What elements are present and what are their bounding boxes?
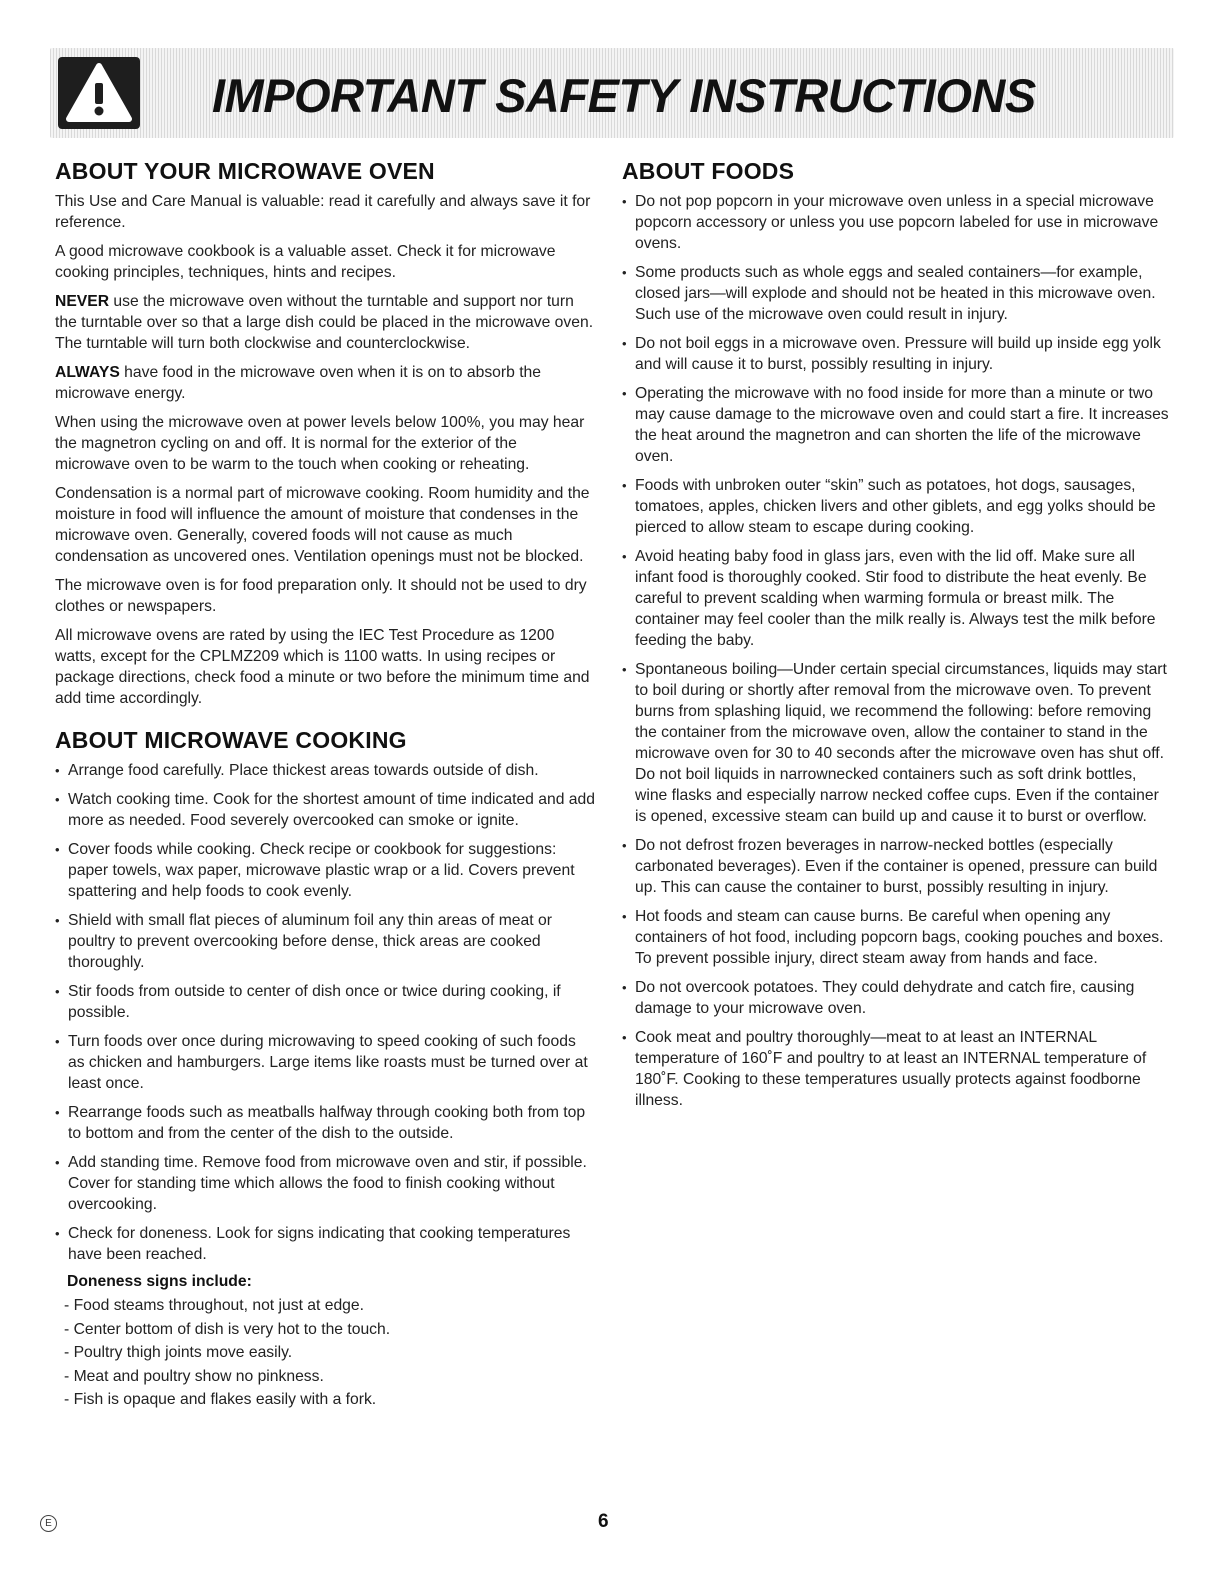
page-title: IMPORTANT SAFETY INSTRUCTIONS — [212, 69, 1036, 122]
paragraph: The microwave oven is for food preparation only. It should not be used to dry clothes or newspapers. — [55, 577, 587, 615]
never-text: use the microwave oven without the turntable and support nor turn the turntable over so that a large dish could be placed in the microwave oven. The turntable will turn both clockwise and counterclockwise. — [55, 293, 594, 352]
list-item: • Some products such as whole eggs and sealed containers—for example, closed jars—will explode and should not be heated in this microwave oven. Such use of the microwave oven could result in injury. — [622, 262, 1170, 325]
always-label: ALWAYS — [55, 364, 120, 381]
list-item: • Cover foods while cooking. Check recipe or cookbook for suggestions: paper towels, wax paper, microwave plastic wrap or a lid. Covers prevent spattering and help foods to cook evenly. — [55, 839, 595, 902]
list-item: - Fish is opaque and flakes easily with a fork. — [64, 1391, 377, 1408]
paragraph: All microwave ovens are rated by using the IEC Test Procedure as 1200 watts, except for the CPLMZ209 which is 1100 watts. In using recipes or package directions, check food a minute or two before the minimum time and add time accordingly. — [55, 627, 590, 707]
cooking-tips-list — [55, 760, 595, 1265]
list-item: • Avoid heating baby food in glass jars, even with the lid off. Make sure all infant food is thoroughly cooked. Stir food to distribute the heat evenly. Be careful to prevent scalding when warming formula or breast milk. The container may feel cooler than the milk really is. Always test the milk before feeding the baby. — [622, 546, 1170, 651]
safety-banner — [50, 48, 1174, 138]
list-item: - Meat and poultry show no pinkness. — [64, 1367, 324, 1385]
warning-triangle-icon — [58, 57, 140, 129]
list-item: • Add standing time. Remove food from microwave oven and stir, if possible. Cover for standing time which allows the food to finish cooking without overcooking. — [55, 1152, 595, 1215]
list-item: • Spontaneous boiling—Under certain special circumstances, liquids may start to boil during or shortly after removal from the microwave oven. To prevent burns from splashing liquid, we recommend the following: before removing the container from the microwave oven, allow the container to stand in the microwave oven for 30 to 40 seconds after the microwave oven has shut off. Do not boil liquids in narrownecked containers such as soft drink bottles, wine flasks and especially narrow necked coffee cups. Even if the container is opened, excessive steam can build up and cause it to burst or overflow. — [622, 659, 1170, 827]
list-item: • Do not boil eggs in a microwave oven. Pressure will build up inside egg yolk and will cause it to burst, possibly resulting in injury. — [622, 333, 1170, 375]
list-item: - Poultry thigh joints move easily. — [64, 1344, 293, 1361]
list-item: • Shield with small flat pieces of aluminum foil any thin areas of meat or poultry to prevent overcooking before dense, thick areas are cooked thoroughly. — [55, 910, 595, 973]
paragraph: A good microwave cookbook is a valuable asset. Check it for microwave cooking principles, techniques, hints and recipes. — [55, 243, 556, 281]
doneness-signs-list — [64, 1295, 595, 1410]
foods-safety-list — [622, 191, 1170, 1111]
list-item: • Watch cooking time. Cook for the shortest amount of time indicated and add more as needed. Food severely overcooked can smoke or ignite. — [55, 789, 595, 831]
list-item: • Hot foods and steam can cause burns. Be careful when opening any containers of hot food, including popcorn bags, cooking pouches and boxes. To prevent possible injury, direct steam away from hands and face. — [622, 906, 1170, 969]
list-item: • Stir foods from outside to center of dish once or twice during cooking, if possible. — [55, 981, 595, 1023]
paragraph-always — [55, 362, 595, 404]
list-item: • Rearrange foods such as meatballs halfway through cooking both from top to bottom and from the center of the dish to the outside. — [55, 1102, 595, 1144]
list-item: - Food steams throughout, not just at edge. — [64, 1297, 364, 1314]
list-item: • Operating the microwave with no food inside for more than a minute or two may cause damage to the microwave oven and could start a fire. It increases the heat around the magnetron and can shorten the life of the microwave oven. — [622, 383, 1170, 467]
paragraph: Condensation is a normal part of microwave cooking. Room humidity and the moisture in food will influence the amount of moisture that condenses in the microwave oven. Generally, covered foods will not cause as much condensation as uncovered ones. Ventilation openings must not be blocked. — [55, 485, 590, 565]
left-column — [55, 158, 595, 1413]
language-mark: E — [40, 1515, 57, 1532]
list-item: • Foods with unbroken outer “skin” such as potatoes, hot dogs, sausages, tomatoes, apples, chicken livers and other giblets, and egg yolks should be pierced to allow steam to escape during cooking. — [622, 475, 1170, 538]
list-item: • Do not defrost frozen beverages in narrow-necked bottles (especially carbonated beverages). Even if the container is opened, pressure can build up. This can cause the container to burst, possibly resulting in injury. — [622, 835, 1170, 898]
list-item: • Do not pop popcorn in your microwave oven unless in a special microwave popcorn accessory or unless you use popcorn labeled for use in microwave ovens. — [622, 191, 1170, 254]
always-text: have food in the microwave oven when it is on to absorb the microwave energy. — [55, 364, 542, 402]
section-heading-about-cooking: ABOUT MICROWAVE COOKING — [55, 727, 407, 753]
list-item: - Center bottom of dish is very hot to the touch. — [64, 1320, 391, 1338]
list-item: • Arrange food carefully. Place thickest areas towards outside of dish. — [55, 760, 595, 781]
section-heading-about-foods: ABOUT FOODS — [622, 158, 795, 184]
list-item: • Check for doneness. Look for signs indicating that cooking temperatures have been reached. — [55, 1223, 595, 1265]
paragraph: When using the microwave oven at power levels below 100%, you may hear the magnetron cycling on and off. It is normal for the exterior of the microwave oven to be warm to the touch when cooking or reheating. — [55, 414, 585, 473]
list-item: • Cook meat and poultry thoroughly—meat to at least an INTERNAL temperature of 160˚F and poultry to at least an INTERNAL temperature of 180˚F. Cooking to these temperatures usually protects against foodborne illness. — [622, 1027, 1170, 1111]
never-label: NEVER — [55, 293, 110, 310]
list-item: • Do not overcook potatoes. They could dehydrate and catch fire, causing damage to your microwave oven. — [622, 977, 1170, 1019]
paragraph: This Use and Care Manual is valuable: read it carefully and always save it for reference. — [55, 193, 591, 231]
list-item: • Turn foods over once during microwaving to speed cooking of such foods as chicken and hamburgers. Large items like roasts must be turned over at least once. — [55, 1031, 595, 1094]
doneness-signs-heading: Doneness signs include: — [67, 1273, 252, 1290]
page-number: 6 — [598, 1511, 609, 1532]
paragraph-never — [55, 291, 595, 354]
right-column — [622, 158, 1170, 1119]
section-heading-about-oven: ABOUT YOUR MICROWAVE OVEN — [55, 158, 435, 184]
